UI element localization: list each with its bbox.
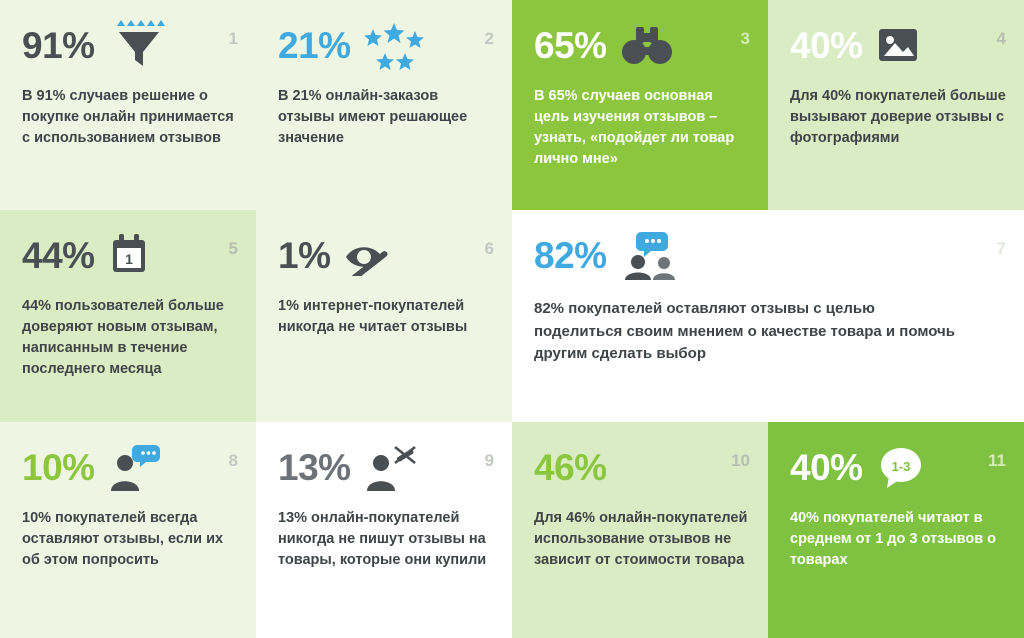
stat-percent: 10% <box>22 446 95 488</box>
stat-cell-6 <box>256 210 512 422</box>
stat-text: В 21% онлайн-заказов отзывы имеют решающее значение <box>278 88 468 147</box>
stat-number: 4 <box>996 29 1006 48</box>
stat-text: 1% интернет-покупателей никогда не читает отзывы <box>278 298 468 336</box>
photo-icon <box>875 23 921 67</box>
stat-cell-1 <box>0 0 256 210</box>
stat-text: 82% покупателей оставляют отзывы с целью поделиться своим мнением о качестве товара и помочь другим сделать выбор <box>534 300 955 362</box>
stat-number: 3 <box>740 29 750 48</box>
stat-text: В 65% случаев основная цель изучения отзывов – узнать, «подойдет ли товар лично мне» <box>534 88 735 168</box>
svg-text:1: 1 <box>124 251 133 267</box>
stat-text: 40% покупателей читают в среднем от 1 до 3 отзывов о товарах <box>790 510 997 569</box>
stat-cell-5 <box>0 210 256 422</box>
stat-text: В 91% случаев решение о покупке онлайн принимается с использованием отзывов <box>22 88 234 147</box>
stat-header <box>790 18 1006 72</box>
stat-percent: 44% <box>22 234 95 276</box>
binoculars-icon <box>619 23 675 67</box>
stat-cell-11 <box>768 422 1024 638</box>
stat-header <box>22 18 238 72</box>
stat-number: 9 <box>484 451 494 470</box>
stat-cell-8 <box>0 422 256 638</box>
stat-text: Для 40% покупателей больше вызывают доверие отзывы с фотографиями <box>790 88 1006 147</box>
stat-header <box>534 18 750 72</box>
stat-percent: 13% <box>278 446 351 488</box>
stat-number: 6 <box>484 239 494 258</box>
stat-text: 10% покупателей всегда оставляют отзывы, если их об этом попросить <box>22 510 224 569</box>
stat-number: 8 <box>228 451 238 470</box>
stat-header <box>534 228 1006 282</box>
stat-percent: 40% <box>790 446 863 488</box>
person-no-write-icon <box>363 443 419 491</box>
stat-percent: 65% <box>534 24 607 66</box>
stat-header <box>22 440 238 494</box>
stat-header <box>790 440 1006 494</box>
stat-header <box>534 440 750 494</box>
stat-text: 44% пользователей больше доверяют новым отзывам, написанным в течение последнего месяца <box>22 298 224 378</box>
stat-number: 2 <box>484 29 494 48</box>
stat-number: 10 <box>731 451 750 470</box>
stat-percent: 46% <box>534 446 607 488</box>
stat-percent: 40% <box>790 24 863 66</box>
stat-percent: 82% <box>534 234 607 276</box>
stat-cell-9 <box>256 422 512 638</box>
stat-cell-2 <box>256 0 512 210</box>
speech-bubble-1-3-icon <box>875 444 927 490</box>
funnel-icon <box>107 20 165 70</box>
stat-header <box>22 228 238 282</box>
people-chat-icon <box>619 230 685 280</box>
stat-number: 7 <box>996 239 1006 258</box>
stat-text: Для 46% онлайн-покупателей использование отзывов не зависит от стоимости товара <box>534 510 748 569</box>
stat-cell-10 <box>512 422 768 638</box>
stat-number: 5 <box>228 239 238 258</box>
stat-header <box>278 440 494 494</box>
stat-number: 1 <box>228 29 238 48</box>
stat-cell-3 <box>512 0 768 210</box>
stat-percent: 21% <box>278 24 351 66</box>
stat-text: 13% онлайн-покупателей никогда не пишут отзывы на товары, которые они купили <box>278 510 487 569</box>
stat-cell-7 <box>512 210 1024 422</box>
calendar-icon <box>107 232 151 278</box>
stat-header <box>278 228 494 282</box>
eye-off-icon <box>342 234 398 276</box>
stat-percent: 91% <box>22 24 95 66</box>
stars-rating-icon <box>363 19 425 71</box>
stat-cell-4 <box>768 0 1024 210</box>
stat-number: 11 <box>988 451 1006 470</box>
stat-percent: 1% <box>278 234 331 276</box>
svg-text:1-3: 1-3 <box>891 459 910 474</box>
person-chat-icon <box>107 443 163 491</box>
stat-header <box>278 18 494 72</box>
